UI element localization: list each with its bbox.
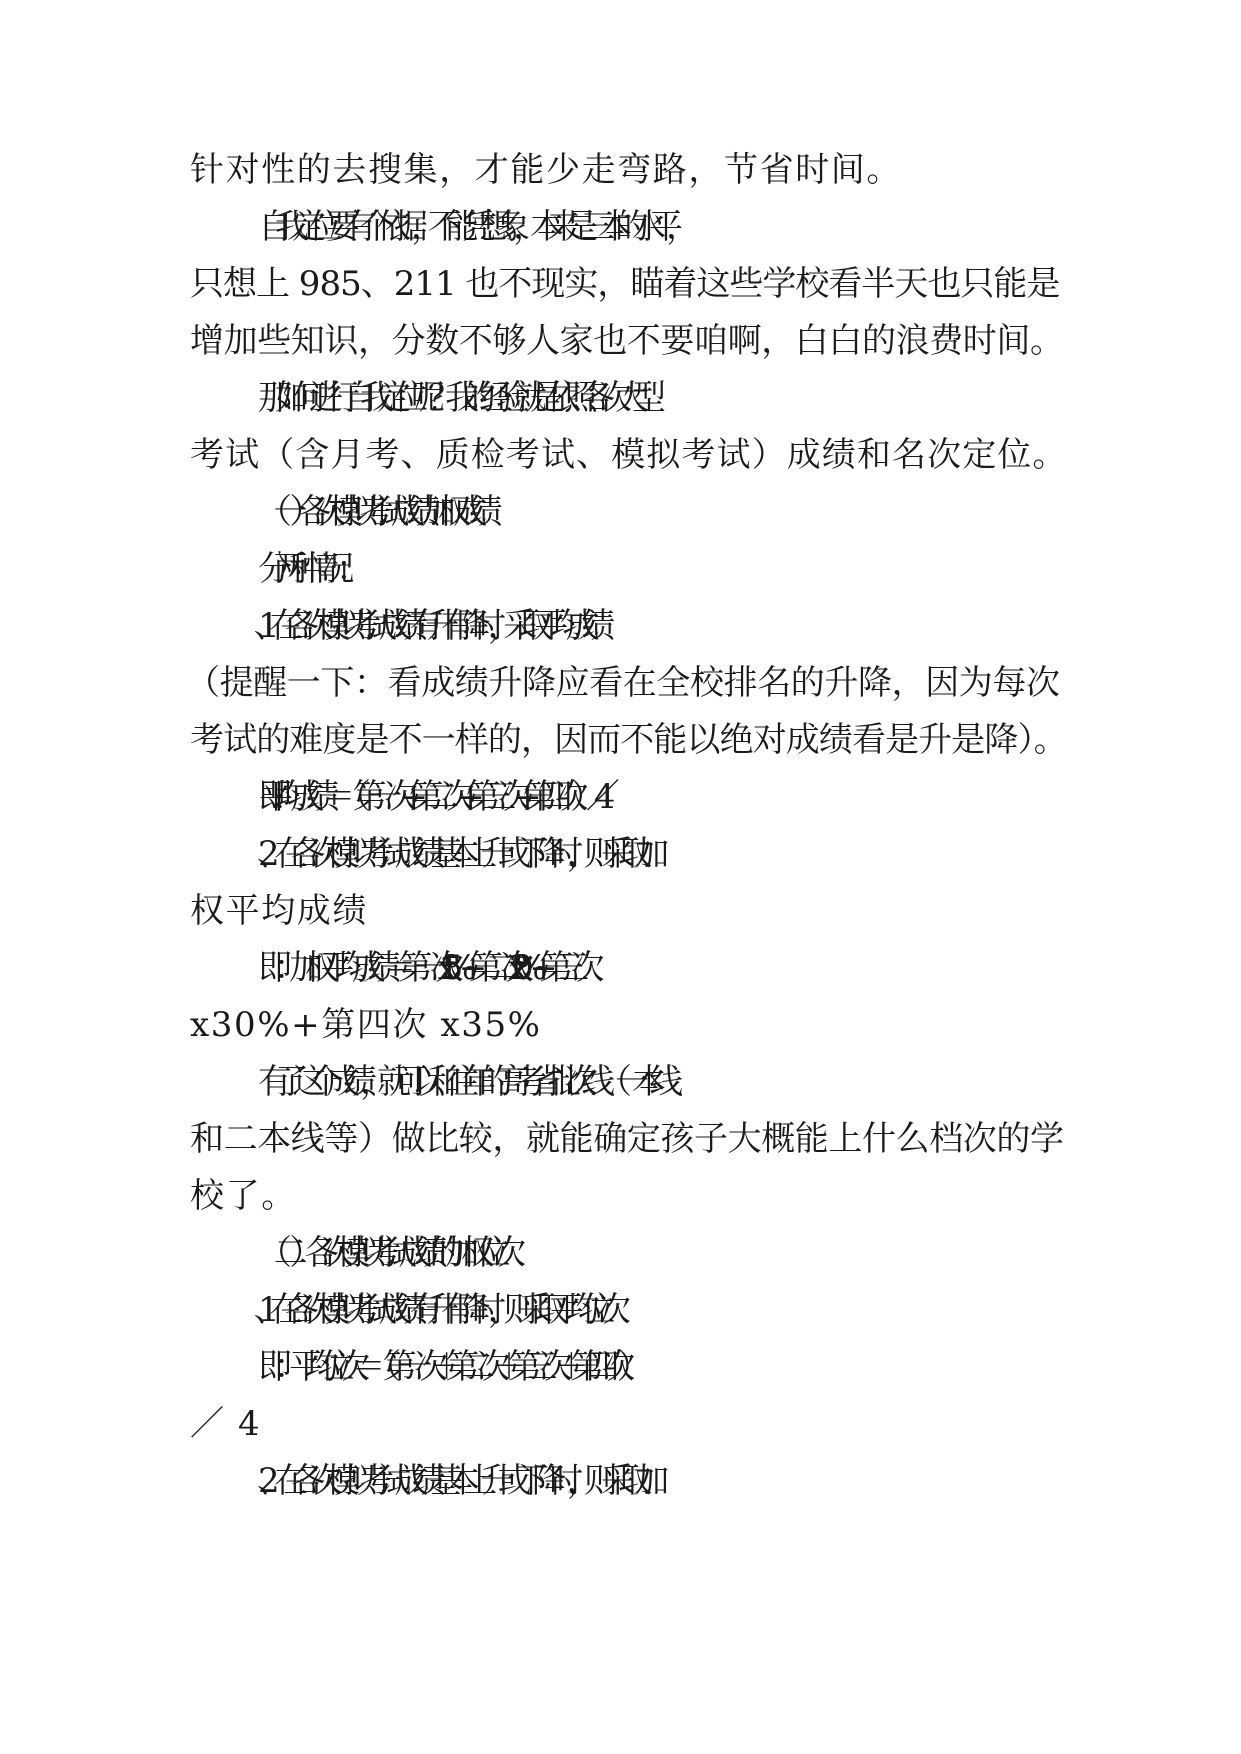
paragraph-line: 只想上 985、211 也不现实，瞄着这些学校看半天也只能是 — [190, 264, 1060, 304]
formula-line: 即：平均位次＝（第一次＋第二次＋第三次＋第四次） — [258, 1347, 633, 1387]
paragraph-line: 自我定位要有个依据，不能凭想象，本来是三本的水平， — [258, 207, 683, 247]
formula-line: 即：加权平均成绩＝第一次 x15%+第二次 x20%+第三次 — [258, 948, 587, 988]
section-heading: （一） 各次模拟考试成绩加权成绩 — [258, 492, 485, 532]
list-item: 1 、在各次模拟考试成绩有升有降时，采取平均成绩 — [258, 606, 597, 646]
paragraph-line: （提醒一下：看成绩升降应看在全校排名的升降，因为每次 — [186, 663, 1060, 703]
list-item: 1 、在各次模拟考试成绩有升有降时，则采取平均位次 — [258, 1290, 613, 1330]
paragraph-line: 分两种情况： — [258, 549, 352, 589]
paragraph-line: 有了这个成绩，就可以和往年的高考省批次线（一本线 — [258, 1062, 666, 1102]
section-heading: （二）各次模拟考试成绩的加权位次 — [258, 1233, 508, 1273]
formula-line: 即: 平均成绩＝（第一次+第二次+第三次+第四次）／ 4 — [258, 777, 597, 817]
paragraph-line: 和二本线等）做比较，就能确定孩子大概能上什么档次的学 — [190, 1119, 1064, 1159]
paragraph-line: 考试（含月考、质检考试、模拟考试）成绩和名次定位。 — [190, 435, 1068, 475]
paragraph-line: 校了。 — [190, 1176, 297, 1216]
paragraph-line: 权平均成绩 — [190, 891, 368, 931]
paragraph-line: 增加些知识，分数不够人家也不要咱啊，白白的浪费时间。 — [190, 321, 1064, 361]
formula-line: ／ 4 — [190, 1404, 262, 1444]
paragraph-line: 那如何进行自我定位呢？我的经验就是依照各次大型 — [258, 378, 649, 418]
paragraph-line: 针对性的去搜集，才能少走弯路，节省时间。 — [190, 150, 902, 190]
list-item: 2 、在各次模拟考试成绩基本上升或下降时，则采取加 — [258, 1461, 653, 1501]
list-item: 2 、在各次模拟考试成绩基本上升或下降时，则采取加 — [258, 834, 653, 874]
formula-line: x30%+第四次 x35% — [190, 1005, 542, 1045]
paragraph-line: 考试的难度是不一样的，因而不能以绝对成绩看是升是降）。 — [190, 720, 1067, 760]
